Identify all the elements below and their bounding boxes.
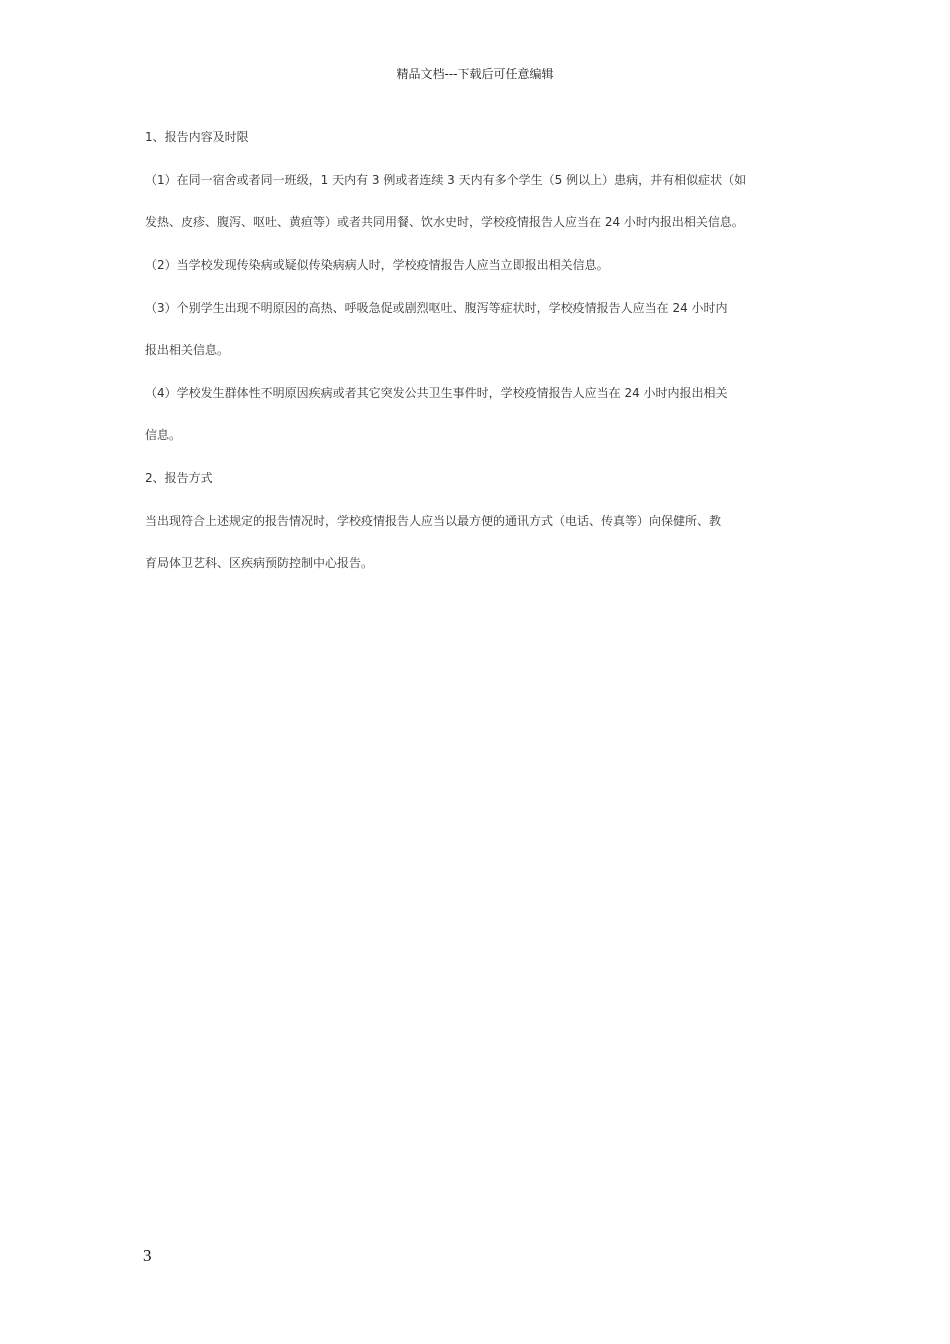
- page-number: 3: [143, 1246, 152, 1265]
- paragraph-line: 当出现符合上述规定的报告情况时，学校疫情报告人应当以最方便的通讯方式（电话、传真等）向保健所、教: [145, 514, 722, 528]
- paragraph-line: 报出相关信息。: [145, 343, 230, 357]
- section-heading-report-content: 1、报告内容及时限: [145, 130, 249, 144]
- paragraph-line: 信息。: [145, 428, 182, 442]
- paragraph-line: 育局体卫艺科、区疾病预防控制中心报告。: [145, 556, 374, 570]
- paragraph-line: （1）在同一宿舍或者同一班级，1 天内有 3 例或者连续 3 天内有多个学生（5 例以上）患病，并有相似症状（如: [145, 173, 747, 187]
- section-heading-report-method: 2、报告方式: [145, 471, 213, 485]
- paragraph-line: （3）个别学生出现不明原因的高热、呼吸急促或剧烈呕吐、腹泻等症状时，学校疫情报告人应当在 24 小时内: [145, 301, 728, 315]
- paragraph-line: （2）当学校发现传染病或疑似传染病病人时，学校疫情报告人应当立即报出相关信息。: [145, 258, 609, 272]
- page-header: 精品文档---下载后可任意编辑: [396, 67, 554, 81]
- paragraph-line: （4）学校发生群体性不明原因疾病或者其它突发公共卫生事件时，学校疫情报告人应当在 24 小时内报出相关: [145, 386, 728, 400]
- paragraph-line: 发热、皮疹、腹泻、呕吐、黄疸等）或者共同用餐、饮水史时，学校疫情报告人应当在 24 小时内报出相关信息。: [145, 215, 744, 229]
